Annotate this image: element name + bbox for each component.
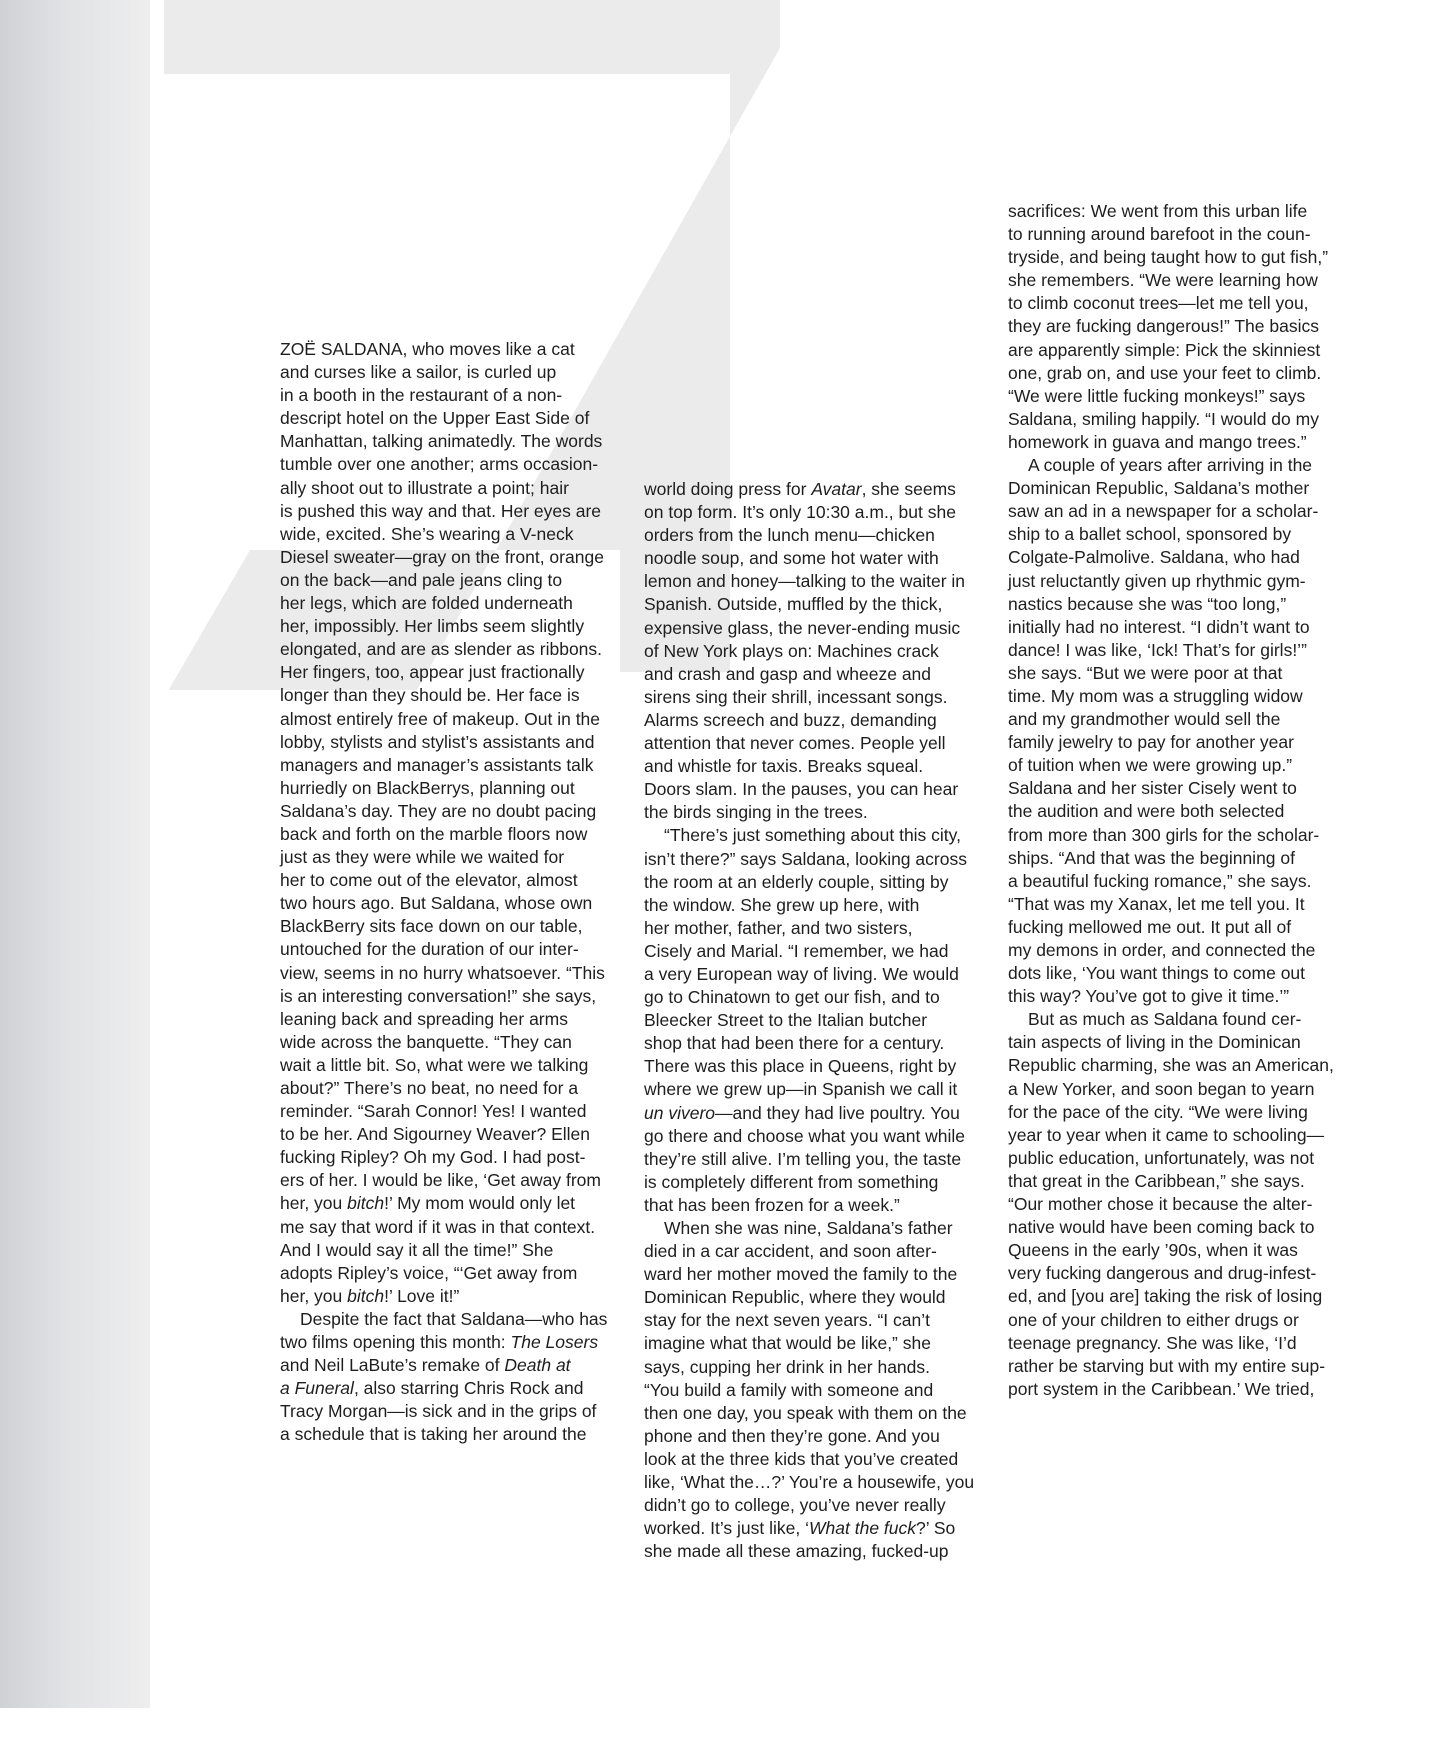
text-line: very fucking dangerous and drug-infest-	[1008, 1263, 1317, 1284]
text-line: descript hotel on the Upper East Side of	[280, 408, 590, 429]
text-line: is pushed this way and that. Her eyes are	[280, 500, 602, 521]
text-line: lobby, stylists and stylist’s assistants and	[280, 731, 595, 752]
text-line: and Neil LaBute’s remake of Death at	[280, 1355, 571, 1376]
text-line: phone and then they’re gone. And you	[644, 1425, 940, 1446]
text-line: her, you bitch!’ Love it!”	[280, 1285, 460, 1306]
text-line: is an interesting conversation!” she says,	[280, 985, 597, 1006]
text-line: the birds singing in the trees.	[644, 802, 868, 823]
text-line: longer than they should be. Her face is	[280, 685, 580, 706]
text-line: two films opening this month: The Losers	[280, 1332, 599, 1353]
text-line: rather be starving but with my entire sup-	[1008, 1355, 1326, 1376]
text-line: just as they were while we waited for	[280, 847, 565, 868]
page-bottom-margin	[0, 1708, 150, 1754]
text-line: “You build a family with someone and	[644, 1379, 934, 1400]
text-line: Despite the fact that Saldana—who has	[300, 1308, 608, 1329]
text-line: A couple of years after arriving in the	[1028, 455, 1313, 476]
text-line: the room at an elderly couple, sitting by	[644, 871, 949, 892]
text-line: Dominican Republic, Saldana’s mother	[1008, 478, 1310, 499]
text-line: attention that never comes. People yell	[644, 733, 946, 754]
text-line: Tracy Morgan—is sick and in the grips of	[280, 1401, 597, 1422]
text-line: ships. “And that was the beginning of	[1008, 847, 1295, 868]
text-line: ship to a ballet school, sponsored by	[1008, 524, 1292, 545]
text-line: wait a little bit. So, what were we talking	[280, 1054, 589, 1075]
text-line: homework in guava and mango trees.”	[1008, 431, 1307, 452]
text-line: almost entirely free of makeup. Out in the	[280, 708, 601, 729]
text-line: and my grandmother would sell the	[1008, 709, 1281, 730]
text-line: a very European way of living. We would	[644, 963, 959, 984]
text-line: about?” There’s no beat, no need for a	[280, 1078, 579, 1098]
text-line: expensive glass, the never-ending music	[644, 617, 961, 638]
text-line: Diesel sweater—gray on the front, orange	[280, 546, 604, 567]
text-line: she made all these amazing, fucked-up	[644, 1541, 949, 1562]
text-line: my demons in order, and connected the	[1008, 940, 1316, 960]
text-line: “There’s just something about this city,	[664, 825, 961, 846]
text-line: initially had no interest. “I didn’t want to	[1008, 616, 1310, 637]
text-line: stay for the next seven years. “I can’t	[644, 1310, 930, 1331]
text-line: There was this place in Queens, right by	[644, 1056, 957, 1077]
text-line: on the back—and pale jeans cling to	[280, 569, 563, 590]
text-line: isn’t there?” says Saldana, looking across	[644, 848, 967, 869]
text-line: her mother, father, and two sisters,	[644, 917, 913, 938]
text-line: her, you bitch!’ My mom would only let	[280, 1193, 576, 1214]
text-line: and curses like a sailor, is curled up	[280, 362, 557, 383]
text-line: ers of her. I would be like, ‘Get away from	[280, 1170, 601, 1191]
text-line: then one day, you speak with them on the	[644, 1402, 967, 1423]
text-line: view, seems in no hurry whatsoever. “This	[280, 962, 605, 983]
text-line: to running around barefoot in the coun-	[1008, 224, 1311, 245]
text-line: orders from the lunch menu—chicken	[644, 525, 935, 546]
text-line: shop that had been there for a century.	[644, 1033, 945, 1054]
text-line: that great in the Caribbean,” she says.	[1008, 1170, 1305, 1191]
text-line: Queens in the early ’90s, when it was	[1008, 1240, 1298, 1261]
lede-line: ZOË SALDANA, who moves like a cat	[280, 339, 575, 359]
text-line: they are fucking dangerous!” The basics	[1008, 316, 1319, 337]
text-line: just reluctantly given up rhythmic gym-	[1008, 570, 1306, 591]
text-line: on top form. It’s only 10:30 a.m., but she	[644, 502, 956, 523]
text-line: Manhattan, talking animatedly. The words	[280, 431, 603, 452]
text-line: sacrifices: We went from this urban life	[1008, 201, 1308, 221]
text-line: her to come out of the elevator, almost	[280, 870, 578, 891]
text-line: look at the three kids that you’ve created	[644, 1448, 959, 1469]
article-paragraph	[1008, 1008, 1370, 1401]
text-line: are apparently simple: Pick the skinniest	[1008, 339, 1321, 360]
text-line: ed, and [you are] taking the risk of losing	[1008, 1286, 1323, 1307]
text-line: a schedule that is taking her around the	[280, 1424, 587, 1445]
text-line: dance! I was like, ‘Ick! That’s for girls!’”	[1008, 639, 1307, 660]
text-line: go there and choose what you want while	[644, 1125, 966, 1146]
text-line: adopts Ripley’s voice, “‘Get away from	[280, 1262, 578, 1283]
text-line: Colgate-Palmolive. Saldana, who had	[1008, 547, 1300, 568]
text-line: untouched for the duration of our inter-	[280, 939, 579, 960]
text-line: public education, unfortunately, was not	[1008, 1147, 1315, 1168]
text-line: wide across the banquette. “They can	[280, 1031, 572, 1052]
text-line: un vivero—and they had live poultry. You	[644, 1102, 960, 1123]
article-column-3	[1008, 200, 1370, 1401]
text-line: But as much as Saldana found cer-	[1028, 1009, 1302, 1030]
text-line: tumble over one another; arms occasion-	[280, 454, 599, 475]
article-paragraph	[644, 824, 1006, 1217]
article-paragraph	[644, 1217, 1006, 1563]
text-line: wide, excited. She’s wearing a V-neck	[280, 523, 574, 544]
text-line: she remembers. “We were learning how	[1008, 270, 1318, 291]
text-line: dots like, ‘You want things to come out	[1008, 963, 1306, 984]
text-line: Saldana and her sister Cisely went to	[1008, 778, 1297, 799]
text-line: tain aspects of living in the Dominican	[1008, 1032, 1301, 1053]
text-line: from more than 300 girls for the scholar-	[1008, 824, 1320, 845]
text-line: Doors slam. In the pauses, you can hear	[644, 779, 959, 800]
text-line: Spanish. Outside, muffled by the thick,	[644, 594, 943, 615]
text-line: nastics because she was “too long,”	[1008, 593, 1287, 614]
text-line: says, cupping her drink in her hands.	[644, 1356, 930, 1377]
text-line: Saldana, smiling happily. “I would do my	[1008, 408, 1319, 429]
text-line: ally shoot out to illustrate a point; hair	[280, 477, 569, 498]
text-line: reminder. “Sarah Connor! Yes! I wanted	[280, 1101, 587, 1122]
text-line: a beautiful fucking romance,” she says.	[1008, 870, 1312, 891]
text-line: “We were little fucking monkeys!” says	[1008, 385, 1306, 406]
text-line: didn’t go to college, you’ve never really	[644, 1495, 946, 1516]
text-line: tryside, and being taught how to gut fish,”	[1008, 247, 1329, 268]
text-line: and whistle for taxis. Breaks squeal.	[644, 756, 924, 777]
text-line: “That was my Xanax, let me tell you. It	[1008, 893, 1305, 914]
text-line: Her fingers, too, appear just fractionally	[280, 662, 585, 683]
text-line: “Our mother chose it because the alter-	[1008, 1194, 1313, 1215]
text-line: like, ‘What the…?’ You’re a housewife, you	[644, 1472, 975, 1493]
article-paragraph	[280, 338, 642, 1308]
text-line: they’re still alive. I’m telling you, the taste	[644, 1148, 962, 1169]
text-line: family jewelry to pay for another year	[1008, 732, 1294, 753]
text-line: imagine what that would be like,” she	[644, 1333, 931, 1354]
text-line: world doing press for Avatar, she seems	[644, 479, 956, 499]
text-line: a New Yorker, and soon began to yearn	[1008, 1078, 1315, 1099]
text-line: noodle soup, and some hot water with	[644, 548, 939, 569]
text-line: ward her mother moved the family to the	[644, 1264, 958, 1285]
text-line: native would have been coming back to	[1008, 1217, 1315, 1238]
text-line: sirens sing their shrill, incessant songs.	[644, 686, 948, 707]
text-line: her, impossibly. Her limbs seem slightly	[280, 616, 585, 637]
text-line: died in a car accident, and soon after-	[644, 1241, 937, 1262]
text-line: When she was nine, Saldana’s father	[664, 1218, 953, 1238]
text-line: And I would say it all the time!” She	[280, 1239, 554, 1260]
text-line: where we grew up—in Spanish we call it	[644, 1079, 958, 1100]
text-line: a Funeral, also starring Chris Rock and	[280, 1378, 584, 1399]
article-paragraph	[1008, 454, 1370, 1008]
text-line: Bleecker Street to the Italian butcher	[644, 1010, 928, 1031]
article-column-2	[644, 478, 1006, 1563]
text-line: to be her. And Sigourney Weaver? Ellen	[280, 1124, 591, 1145]
text-line: elongated, and are as slender as ribbons.	[280, 639, 603, 660]
text-line: that has been frozen for a week.”	[644, 1194, 900, 1215]
text-line: the audition and were both selected	[1008, 801, 1285, 822]
article-paragraph	[644, 478, 1006, 824]
text-line: the window. She grew up here, with	[644, 894, 920, 915]
text-line: her legs, which are folded underneath	[280, 593, 573, 614]
text-line: worked. It’s just like, ‘What the fuck?’ So	[644, 1518, 956, 1539]
text-line: of tuition when we were growing up.”	[1008, 755, 1293, 776]
text-line: and crash and gasp and wheeze and	[644, 663, 932, 684]
text-line: Dominican Republic, where they would	[644, 1287, 946, 1308]
text-line: is completely different from something	[644, 1171, 939, 1192]
text-line: port system in the Caribbean.’ We tried,	[1008, 1378, 1315, 1399]
text-line: Saldana’s day. They are no doubt pacing	[280, 800, 597, 821]
text-line: one, grab on, and use your feet to climb.	[1008, 362, 1322, 383]
text-line: this way? You’ve got to give it time.’”	[1008, 986, 1290, 1007]
text-line: fucking Ripley? Oh my God. I had post-	[280, 1147, 586, 1168]
binding-gutter-shadow	[0, 0, 150, 1708]
text-line: fucking mellowed me out. It put all of	[1008, 916, 1292, 937]
text-line: back and forth on the marble floors now	[280, 823, 588, 844]
text-line: lemon and honey—talking to the waiter in	[644, 571, 966, 592]
text-line: for the pace of the city. “We were living	[1008, 1101, 1308, 1122]
text-line: Cisely and Marial. “I remember, we had	[644, 940, 949, 961]
text-line: in a booth in the restaurant of a non-	[280, 385, 563, 406]
text-line: BlackBerry sits face down on our table,	[280, 916, 583, 937]
text-line: managers and manager’s assistants talk	[280, 754, 594, 775]
text-line: one of your children to either drugs or	[1008, 1309, 1299, 1330]
article-paragraph	[1008, 200, 1370, 454]
text-line: time. My mom was a struggling widow	[1008, 685, 1303, 706]
text-line: to climb coconut trees—let me tell you,	[1008, 293, 1309, 314]
text-line: Republic charming, she was an American,	[1008, 1055, 1334, 1076]
article-paragraph	[280, 1308, 642, 1447]
text-line: leaning back and spreading her arms	[280, 1008, 568, 1029]
text-line: saw an ad in a newspaper for a scholar-	[1008, 501, 1319, 522]
text-line: Alarms screech and buzz, demanding	[644, 709, 937, 730]
text-line: go to Chinatown to get our fish, and to	[644, 987, 940, 1008]
text-line: teenage pregnancy. She was like, ‘I’d	[1008, 1332, 1297, 1353]
text-line: of New York plays on: Machines crack	[644, 640, 939, 661]
text-line: she says. “But we were poor at that	[1008, 662, 1283, 683]
text-line: me say that word if it was in that context.	[280, 1216, 596, 1237]
article-column-1	[280, 338, 642, 1447]
text-line: year to year when it came to schooling—	[1008, 1124, 1325, 1145]
text-line: two hours ago. But Saldana, whose own	[280, 893, 593, 914]
text-line: hurriedly on BlackBerrys, planning out	[280, 777, 575, 798]
